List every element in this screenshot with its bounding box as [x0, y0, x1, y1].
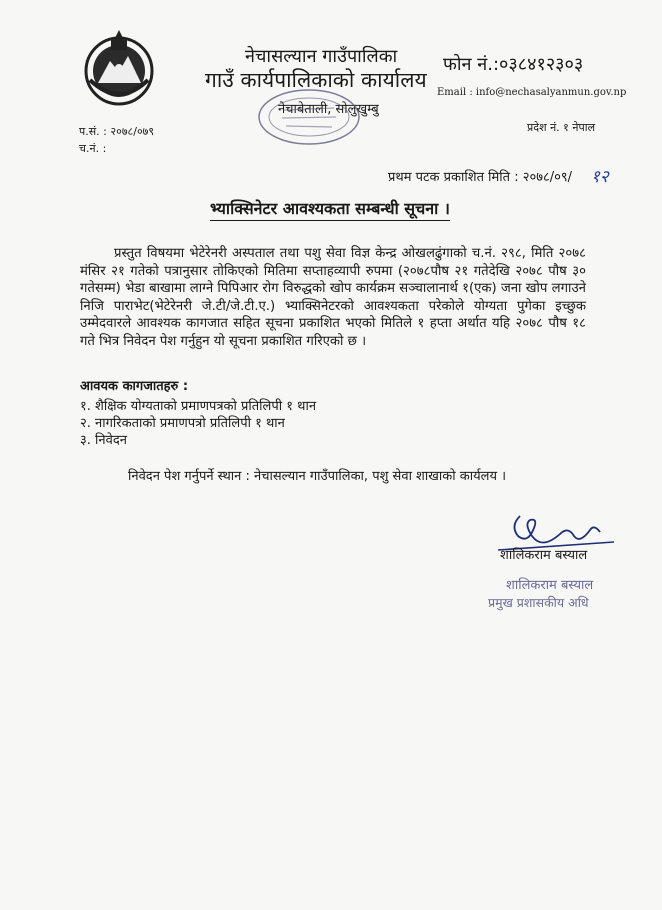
office-stamp-icon [254, 86, 364, 148]
office-name-line1: नेचासल्यान गाउँपालिका [245, 46, 398, 67]
stamp-signer-name: शालिकराम बस्याल [506, 578, 594, 593]
phone-number: फोन नं.:०३८४१२३०३ [443, 54, 584, 75]
nepal-emblem-icon [78, 28, 160, 110]
document-item: ३. निवेदन [80, 433, 127, 448]
notice-title: भ्याक्सिनेटर आवश्यकता सम्बन्धी सूचना । [210, 197, 450, 221]
reference-number: प.सं. : २०७८/०७९ [79, 125, 155, 138]
signer-name: शालिकराम बस्याल [500, 548, 588, 563]
document-item: २. नागरिकताको प्रमाणपत्रो प्रतिलिपी १ थान [80, 416, 285, 431]
notice-body: प्रस्तुत विषयमा भेटेरेनरी अस्पताल तथा पशु सेवा विज्ञ केन्द्र ओखलढुंगाको च.नं. २९८, मिति २०७८ मंसिर २१ गतेको पत्रानुसार तोकिएको मितिमा सप्ताहव्यापी रुपमा (२०७८पौष २१ गतेदेखि २०७८ पौष ३० गतेसम्म) भेडा बाखामा लाग्ने पिपिआर रोग विरुद्धको खोप कार्यक्रम सञ्चालानार्थ १(एक) जना खोप लगाउने निजि पाराभेट(भेटेरेनरी जे.टी/जे.टी.ए.) भ्याक्सिनेटरको आवश्यकता परेकोले योग्यता पुगेका इच्छुक उम्मेदवारले आवश्यक कागजात सहित सूचना प्रकाशित भएको मितिले १ हप्ता अर्थात यहि २०७८ पौष १८ गते भित्र निवेदन पेश गर्नुहुन यो सूचना प्रकाशित गरिएको छ । [80, 246, 586, 349]
dispatch-number: च.नं. : [79, 142, 107, 155]
document-item: १. शैक्षिक योग्यताको प्रमाणपत्रको प्रतिलिपी १ थान [80, 399, 317, 414]
province-label: प्रदेश नं. १ नेपाल [527, 121, 596, 134]
office-name-line2: गाउँ कार्यपालिकाको कार्यालय [205, 68, 427, 92]
publish-date-handwritten-day: १२ [591, 167, 609, 187]
email-address: Email : info@nechasalyanmun.gov.np [437, 87, 627, 98]
office-address: नेचाबेताली, सोलुखुम्बु [278, 102, 379, 117]
documents-heading: आवयक कागजातहरु : [80, 379, 189, 394]
submission-place: निवेदन पेश गर्नुपर्ने स्थान : नेचासल्यान गाउँपालिका, पशु सेवा शाखाको कार्यलय । [128, 469, 507, 484]
publish-date: प्रथम पटक प्रकाशित मिति : २०७८/०९/ [388, 170, 573, 185]
stamp-signer-title: प्रमुख प्रशासकीय अधि [488, 595, 589, 610]
